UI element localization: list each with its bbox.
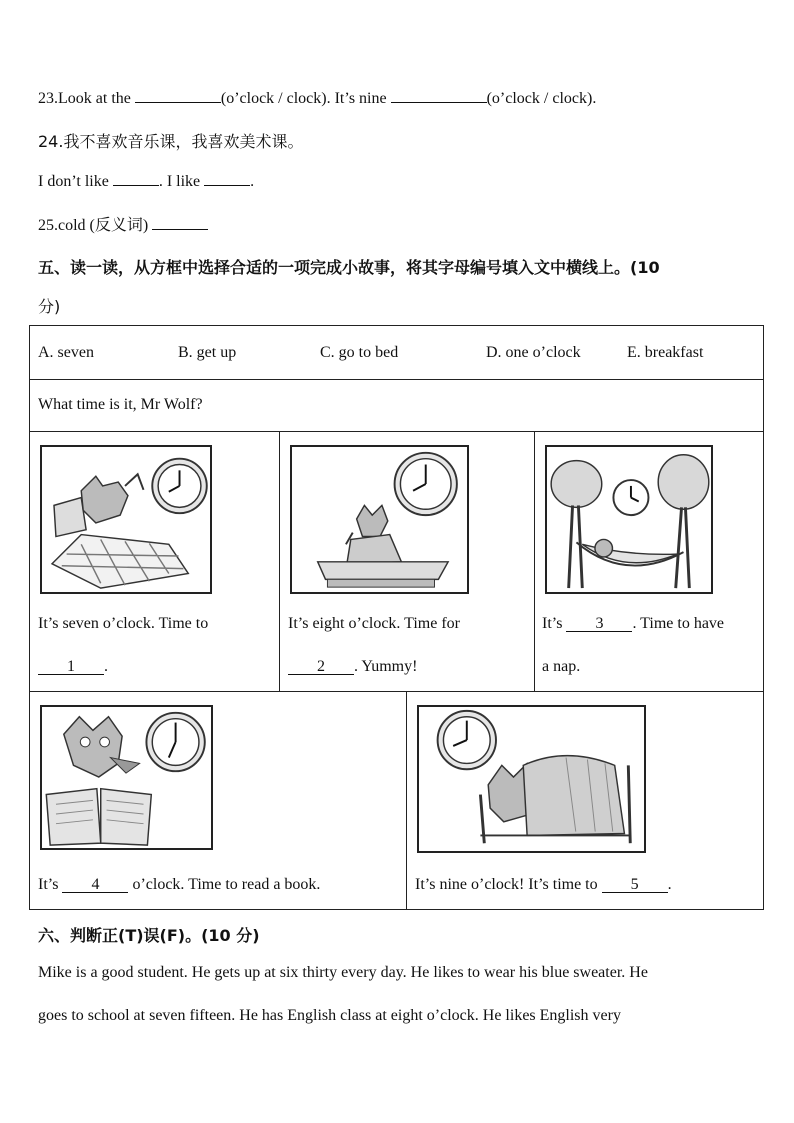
question-23: 23.Look at the (o’clock / clock). It’s nine (o’clock / clock). <box>38 90 597 107</box>
story-title: What time is it, Mr Wolf? <box>38 396 203 413</box>
option-a: A. seven <box>38 344 94 361</box>
question-24-prompt: 24.我不喜欢音乐课，我喜欢美术课。 <box>38 132 304 151</box>
passage-line-2: goes to school at seven fifteen. He has English class at eight o’clock. He likes English very <box>38 1007 621 1024</box>
panel-2-line-1: It’s eight o’clock. Time for <box>288 615 460 632</box>
wolf-at-table-illustration <box>292 447 467 592</box>
question-24-answer: I don’t like . I like . <box>38 173 255 190</box>
answer-blank-2[interactable]: 2 <box>288 660 354 675</box>
answer-blank[interactable] <box>113 171 159 186</box>
wolf-asleep-illustration <box>419 707 644 851</box>
panel-1-line-1: It’s seven o’clock. Time to <box>38 615 209 632</box>
question-25: 25.cold (反义词) <box>38 212 208 235</box>
divider <box>406 691 407 910</box>
passage-line-1: Mike is a good student. He gets up at six thirty every day. He likes to wear his blue sweater. He <box>38 964 648 981</box>
section-6-heading: 六、判断正(T)误(F)。(10 分) <box>38 926 260 945</box>
option-d: D. one o’clock <box>486 344 581 361</box>
option-b: B. get up <box>178 344 237 361</box>
divider <box>534 431 535 691</box>
answer-blank[interactable] <box>152 215 208 230</box>
divider <box>30 691 763 692</box>
panel-3-line-1: It’s 3 . Time to have <box>542 615 725 632</box>
wolf-sleeping-picture <box>417 705 646 853</box>
answer-blank-4[interactable]: 4 <box>62 878 128 893</box>
wolf-reading-picture <box>40 705 213 850</box>
wolf-in-bed-illustration <box>42 447 210 592</box>
wolf-napping-illustration <box>547 447 711 592</box>
divider <box>279 431 280 691</box>
panel-4-text: It’s 4 o’clock. Time to read a book. <box>38 876 321 893</box>
wolf-reading-illustration <box>42 707 211 848</box>
answer-blank-5[interactable]: 5 <box>602 878 668 893</box>
wolf-waking-picture <box>40 445 212 594</box>
answer-blank[interactable] <box>135 88 221 103</box>
answer-blank[interactable] <box>391 88 487 103</box>
option-e: E. breakfast <box>627 344 704 361</box>
divider <box>30 431 763 432</box>
answer-blank-3[interactable]: 3 <box>566 617 632 632</box>
panel-2-line-2: 2 . Yummy! <box>288 658 417 676</box>
answer-blank[interactable] <box>204 171 250 186</box>
option-c: C. go to bed <box>320 344 399 361</box>
story-table <box>29 325 764 910</box>
section-5-heading: 五、读一读，从方框中选择合适的一项完成小故事，将其字母编号填入文中横线上。(10 <box>38 258 660 277</box>
wolf-hammock-picture <box>545 445 713 594</box>
panel-1-line-2: 1 . <box>38 658 108 676</box>
divider <box>30 379 763 380</box>
panel-5-text: It’s nine o’clock! It’s time to 5 . <box>415 876 672 893</box>
wolf-breakfast-picture <box>290 445 469 594</box>
section-5-heading-cont: 分) <box>38 297 61 316</box>
panel-3-line-2: a nap. <box>542 658 581 675</box>
answer-blank-1[interactable]: 1 <box>38 660 104 675</box>
